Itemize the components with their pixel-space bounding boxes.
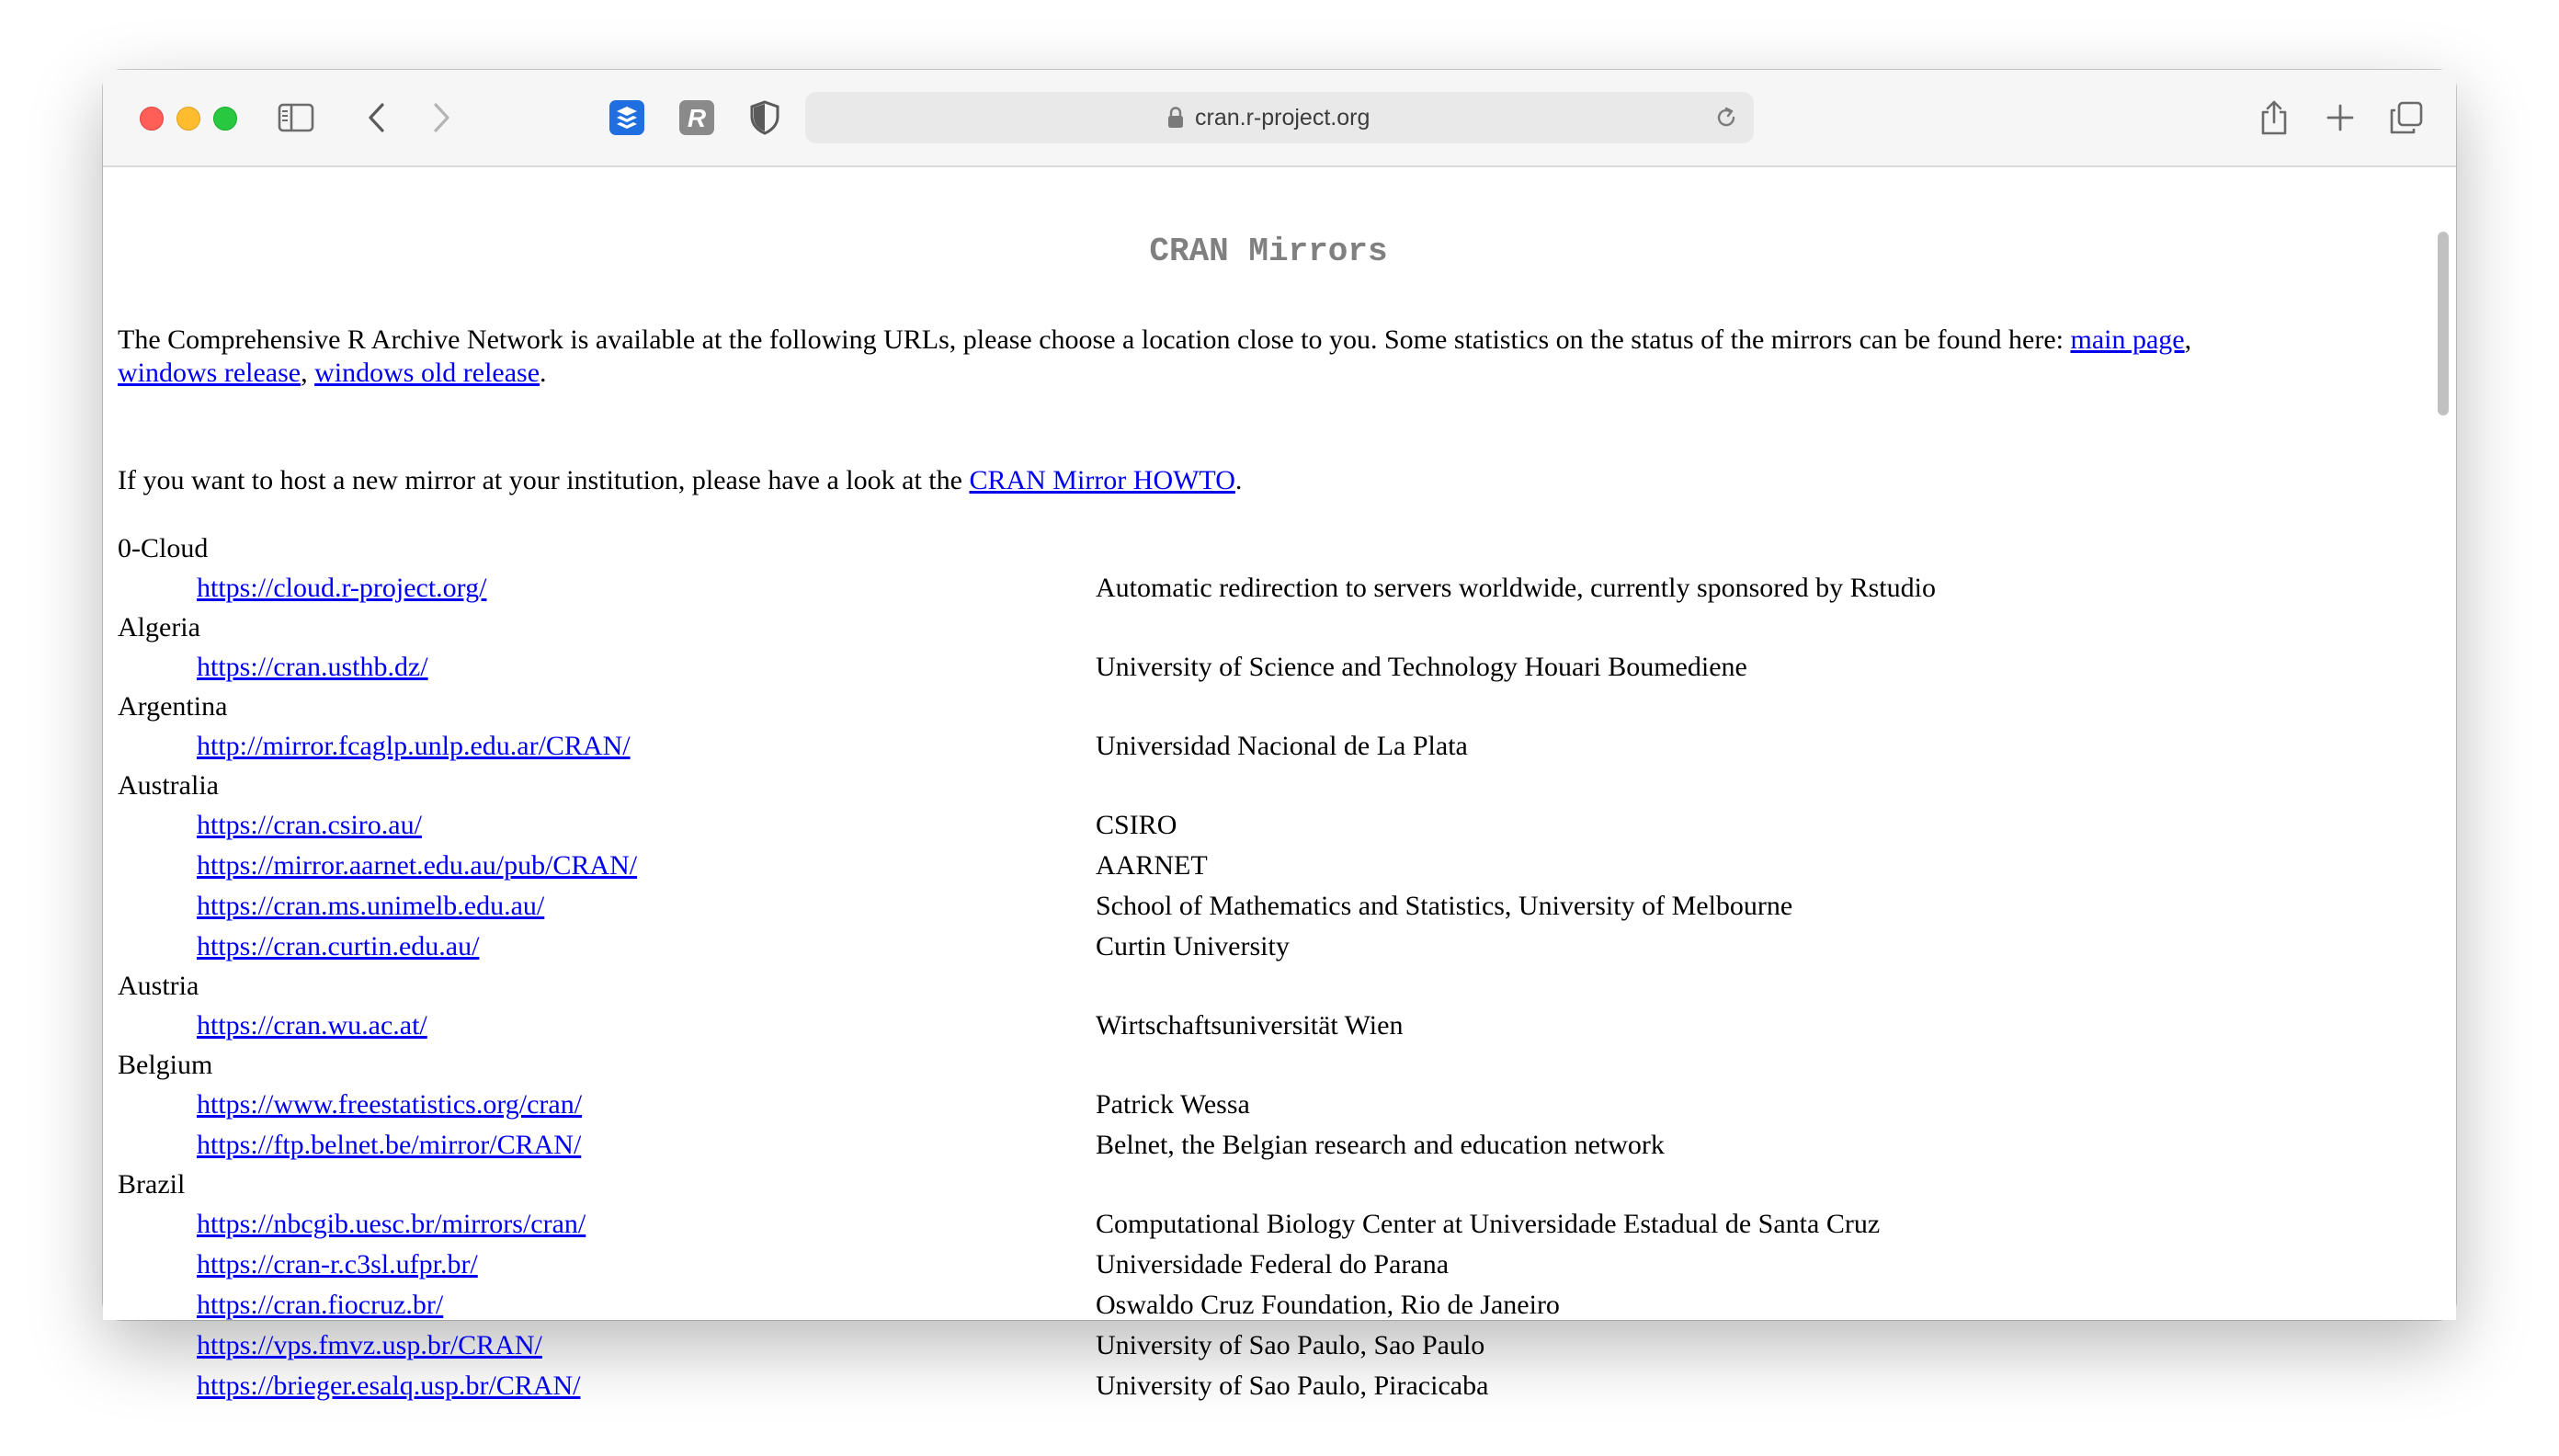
mirror-link[interactable]: http://mirror.fcaglp.unlp.edu.ar/CRAN/ xyxy=(197,731,631,761)
mirror-link[interactable]: https://cran.ms.unimelb.edu.au/ xyxy=(197,891,545,921)
mirror-description: University of Science and Technology Houari Boumediene xyxy=(1096,652,1747,682)
close-window-button[interactable] xyxy=(140,107,164,131)
new-tab-icon[interactable] xyxy=(2320,97,2360,138)
windows-release-link[interactable]: windows release xyxy=(118,358,301,388)
address-text: cran.r-project.org xyxy=(1195,105,1370,131)
browser-toolbar xyxy=(103,70,2456,167)
mirror-howto-link[interactable]: CRAN Mirror HOWTO xyxy=(969,465,1235,495)
svg-text:R: R xyxy=(687,104,707,132)
lock-icon xyxy=(1167,107,1184,133)
mirror-description: University of Sao Paulo, Sao Paulo xyxy=(1096,1330,1485,1360)
mirror-link[interactable]: https://cran.csiro.au/ xyxy=(197,810,422,840)
mirror-link[interactable]: https://mirror.aarnet.edu.au/pub/CRAN/ xyxy=(197,850,638,881)
country-heading: Belgium xyxy=(118,1050,213,1080)
intro-separator: , xyxy=(2184,324,2192,355)
mirror-description: Universidade Federal do Parana xyxy=(1096,1249,1450,1280)
browser-window xyxy=(103,70,2456,1401)
reload-icon[interactable] xyxy=(1713,105,1739,135)
host-end: . xyxy=(1234,465,1243,495)
mirror-description: Automatic redirection to servers worldwide, currently sponsored by Rstudio xyxy=(1096,573,1936,603)
mirror-row xyxy=(118,1006,2397,1046)
mirror-description: University of Sao Paulo, Piracicaba xyxy=(1096,1371,1489,1401)
sidebar-icon[interactable] xyxy=(276,97,316,138)
mirror-description: Wirtschaftsuniversität Wien xyxy=(1096,1010,1404,1041)
mirror-link[interactable]: https://ftp.belnet.be/mirror/CRAN/ xyxy=(197,1130,582,1160)
mirror-description: AARNET xyxy=(1096,850,1208,881)
host-text: If you want to host a new mirror at your institution, please have a look at the xyxy=(118,465,970,495)
mirror-row xyxy=(118,1085,2397,1125)
intro-separator: , xyxy=(301,358,315,388)
mirror-row xyxy=(118,886,2397,927)
zoom-window-button[interactable] xyxy=(213,107,237,131)
intro-paragraph xyxy=(118,324,2397,390)
mirror-link[interactable]: https://cran-r.c3sl.ufpr.br/ xyxy=(197,1249,478,1280)
address-bar[interactable] xyxy=(805,92,1754,143)
mirror-description: School of Mathematics and Statistics, University of Melbourne xyxy=(1096,891,1793,921)
mirror-link[interactable]: https://cran.usthb.dz/ xyxy=(197,652,428,682)
page-content xyxy=(103,167,2456,1401)
mirror-description: Computational Biology Center at Universidade Estadual de Santa Cruz xyxy=(1096,1209,1881,1239)
buffer-extension-icon[interactable] xyxy=(607,97,647,138)
country-heading: Australia xyxy=(118,770,219,801)
host-paragraph xyxy=(118,464,2397,497)
mirror-description: Belnet, the Belgian research and education network xyxy=(1096,1130,1665,1160)
privacy-shield-icon[interactable] xyxy=(745,97,785,138)
mirror-row xyxy=(118,726,2397,767)
mirror-row xyxy=(118,1285,2397,1325)
mirror-link[interactable]: https://cran.curtin.edu.au/ xyxy=(197,931,480,961)
mirror-list xyxy=(118,529,2397,1406)
mirror-link[interactable]: https://www.freestatistics.org/cran/ xyxy=(197,1089,583,1120)
country-heading: Brazil xyxy=(118,1169,186,1200)
mirror-link[interactable]: https://vps.fmvz.usp.br/CRAN/ xyxy=(197,1330,542,1360)
mirror-row xyxy=(118,647,2397,688)
mirror-row xyxy=(118,927,2397,967)
windows-old-release-link[interactable]: windows old release xyxy=(314,358,540,388)
mirror-row xyxy=(118,1366,2397,1406)
mirror-link[interactable]: https://cran.wu.ac.at/ xyxy=(197,1010,427,1041)
mirror-link[interactable]: https://nbcgib.uesc.br/mirrors/cran/ xyxy=(197,1209,586,1239)
mirror-description: Curtin University xyxy=(1096,931,1290,961)
main-page-link[interactable]: main page xyxy=(2070,324,2185,355)
mirror-row xyxy=(118,805,2397,846)
mirror-description: Universidad Nacional de La Plata xyxy=(1096,731,1468,761)
mirror-link[interactable]: https://cran.fiocruz.br/ xyxy=(197,1290,444,1320)
mirror-row xyxy=(118,1204,2397,1245)
country-heading: Algeria xyxy=(118,612,200,643)
intro-text: The Comprehensive R Archive Network is available at the following URLs, please choose a location close to you. Some statistics on the status of the mirrors can be found here: xyxy=(118,324,2071,355)
mirror-row xyxy=(118,568,2397,609)
tab-overview-icon[interactable] xyxy=(2386,97,2427,138)
mirror-row xyxy=(118,1125,2397,1166)
share-icon[interactable] xyxy=(2254,97,2294,138)
mirror-link[interactable]: https://brieger.esalq.usp.br/CRAN/ xyxy=(197,1371,581,1401)
mirror-description: Oswaldo Cruz Foundation, Rio de Janeiro xyxy=(1096,1290,1560,1320)
minimize-window-button[interactable] xyxy=(176,107,200,131)
r-extension-icon[interactable] xyxy=(677,97,717,138)
mirror-row xyxy=(118,846,2397,886)
page-title: CRAN Mirrors xyxy=(1149,233,1388,270)
mirror-row xyxy=(118,1325,2397,1366)
mirror-description: CSIRO xyxy=(1096,810,1177,840)
country-heading: 0-Cloud xyxy=(118,533,209,563)
intro-end: . xyxy=(540,358,547,388)
mirror-description: Patrick Wessa xyxy=(1096,1089,1250,1120)
mirror-link[interactable]: https://cloud.r-project.org/ xyxy=(197,573,487,603)
forward-icon[interactable] xyxy=(421,97,461,138)
country-heading: Argentina xyxy=(118,691,228,722)
back-icon[interactable] xyxy=(357,97,397,138)
mirror-row xyxy=(118,1245,2397,1285)
vertical-scrollbar[interactable] xyxy=(2438,232,2449,415)
country-heading: Austria xyxy=(118,971,199,1001)
